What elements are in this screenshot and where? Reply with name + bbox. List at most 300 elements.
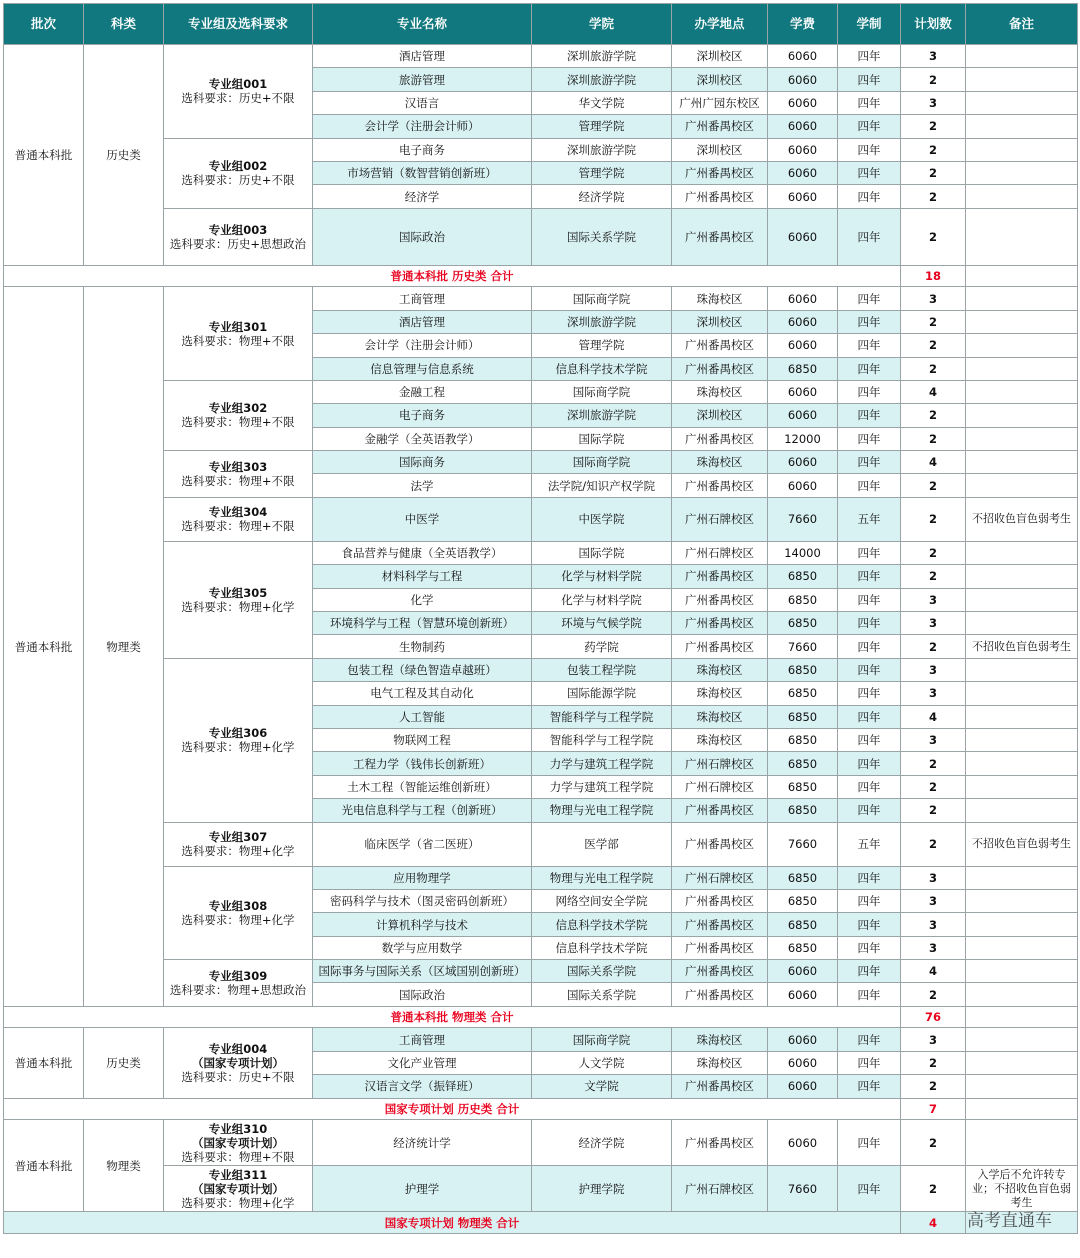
group-cell [164, 866, 313, 960]
total-row [4, 1212, 1078, 1234]
note-cell [966, 936, 1078, 959]
years-cell: 四年 [838, 565, 901, 588]
header-group: 专业组及选科要求 [164, 4, 313, 45]
college-cell: 化学与材料学院 [532, 588, 672, 611]
table-row [4, 541, 1078, 564]
fee-cell: 6060 [768, 451, 838, 474]
major-cell: 电子商务 [313, 138, 532, 161]
college-cell: 网络空间安全学院 [532, 889, 672, 912]
college-cell: 护理学院 [532, 1166, 672, 1212]
years-cell: 五年 [838, 822, 901, 866]
major-cell: 数学与应用数学 [313, 936, 532, 959]
years-cell: 四年 [838, 728, 901, 751]
header-category: 科类 [84, 4, 164, 45]
fee-cell: 6060 [768, 1075, 838, 1098]
college-cell: 国际学院 [532, 427, 672, 450]
group-cell [164, 138, 313, 208]
fee-cell: 6850 [768, 913, 838, 936]
plan-cell: 3 [901, 913, 966, 936]
campus-cell: 广州番禺校区 [672, 427, 768, 450]
college-cell: 深圳旅游学院 [532, 68, 672, 91]
header-fee: 学费 [768, 4, 838, 45]
note-cell [966, 115, 1078, 138]
group-name: 专业组303 [208, 459, 268, 474]
campus-cell: 广州番禺校区 [672, 960, 768, 983]
major-cell: 法学 [313, 474, 532, 497]
batch-cell: 普通本科批 [4, 45, 84, 266]
years-cell: 四年 [838, 635, 901, 658]
plan-cell: 2 [901, 208, 966, 265]
group-requirement: 选科要求：物理+不限 [181, 415, 295, 430]
fee-cell: 6850 [768, 588, 838, 611]
major-cell: 会计学（注册会计师） [313, 115, 532, 138]
years-cell: 四年 [838, 91, 901, 114]
campus-cell: 珠海校区 [672, 380, 768, 403]
plan-cell: 3 [901, 866, 966, 889]
years-cell: 四年 [838, 185, 901, 208]
plan-cell: 3 [901, 588, 966, 611]
major-cell: 中医学 [313, 497, 532, 541]
fee-cell: 6060 [768, 474, 838, 497]
group-requirement: 选科要求：历史+不限 [181, 91, 295, 106]
plan-cell: 2 [901, 541, 966, 564]
plan-cell: 2 [901, 752, 966, 775]
note-cell [966, 1075, 1078, 1098]
college-cell: 药学院 [532, 635, 672, 658]
years-cell: 四年 [838, 334, 901, 357]
note-cell [966, 474, 1078, 497]
fee-cell: 6850 [768, 889, 838, 912]
college-cell: 国际学院 [532, 541, 672, 564]
campus-cell: 珠海校区 [672, 705, 768, 728]
years-cell: 四年 [838, 936, 901, 959]
header-note: 备注 [966, 4, 1078, 45]
table-row [4, 380, 1078, 403]
major-cell: 国际商务 [313, 451, 532, 474]
major-cell: 光电信息科学与工程（创新班） [313, 799, 532, 822]
table-row [4, 658, 1078, 681]
batch-cell: 普通本科批 [4, 1028, 84, 1098]
group-requirement: 选科要求：历史+思想政治 [169, 236, 307, 251]
note-cell [966, 161, 1078, 184]
major-cell: 汉语言 [313, 91, 532, 114]
campus-cell: 广州番禺校区 [672, 357, 768, 380]
group-cell [164, 208, 313, 265]
note-cell [966, 287, 1078, 310]
note-cell [966, 588, 1078, 611]
note-cell [966, 866, 1078, 889]
total-row [4, 1006, 1078, 1028]
major-cell: 市场营销（数智营销创新班） [313, 161, 532, 184]
college-cell: 化学与材料学院 [532, 565, 672, 588]
years-cell: 四年 [838, 889, 901, 912]
group-cell [164, 541, 313, 658]
group-subtitle: （国家专项计划） [192, 1181, 284, 1196]
group-name: 专业组002 [208, 159, 268, 174]
major-cell: 工商管理 [313, 287, 532, 310]
campus-cell: 深圳校区 [672, 45, 768, 68]
major-cell: 电子商务 [313, 404, 532, 427]
fee-cell: 6060 [768, 983, 838, 1006]
plan-cell: 2 [901, 161, 966, 184]
major-cell: 应用物理学 [313, 866, 532, 889]
note-cell [966, 310, 1078, 333]
major-cell: 汉语言文学（振铎班） [313, 1075, 532, 1098]
college-cell: 深圳旅游学院 [532, 138, 672, 161]
plan-cell: 3 [901, 728, 966, 751]
fee-cell: 6060 [768, 380, 838, 403]
years-cell: 四年 [838, 913, 901, 936]
plan-cell: 2 [901, 635, 966, 658]
note-cell [966, 752, 1078, 775]
college-cell: 管理学院 [532, 115, 672, 138]
fee-cell: 6060 [768, 404, 838, 427]
group-cell [164, 45, 313, 139]
college-cell: 国际商学院 [532, 287, 672, 310]
group-name: 专业组304 [208, 505, 268, 520]
fee-cell: 14000 [768, 541, 838, 564]
group-requirement: 选科要求：物理+化学 [181, 599, 295, 614]
campus-cell: 广州番禺校区 [672, 983, 768, 1006]
campus-cell: 深圳校区 [672, 68, 768, 91]
college-cell: 管理学院 [532, 161, 672, 184]
total-value: 4 [901, 1212, 966, 1234]
campus-cell: 广州石牌校区 [672, 1166, 768, 1212]
batch-cell: 普通本科批 [4, 287, 84, 1007]
header-years: 学制 [838, 4, 901, 45]
table-row [4, 1166, 1078, 1212]
major-cell: 金融工程 [313, 380, 532, 403]
college-cell: 环境与气候学院 [532, 612, 672, 635]
fee-cell: 6060 [768, 287, 838, 310]
header-plan: 计划数 [901, 4, 966, 45]
plan-cell: 2 [901, 404, 966, 427]
plan-cell: 2 [901, 474, 966, 497]
group-cell [164, 658, 313, 822]
fee-cell: 7660 [768, 822, 838, 866]
note-cell: 不招收色盲色弱考生 [966, 635, 1078, 658]
note-cell [966, 775, 1078, 798]
college-cell: 国际商学院 [532, 1028, 672, 1051]
total-value: 76 [901, 1006, 966, 1028]
fee-cell: 6850 [768, 728, 838, 751]
campus-cell: 广州石牌校区 [672, 497, 768, 541]
fee-cell: 6850 [768, 775, 838, 798]
campus-cell: 广州石牌校区 [672, 541, 768, 564]
major-cell: 环境科学与工程（智慧环境创新班） [313, 612, 532, 635]
group-cell [164, 380, 313, 450]
note-cell [966, 1051, 1078, 1074]
plan-cell: 3 [901, 936, 966, 959]
major-cell: 电气工程及其自动化 [313, 682, 532, 705]
campus-cell: 广州番禺校区 [672, 936, 768, 959]
fee-cell: 7660 [768, 635, 838, 658]
college-cell: 华文学院 [532, 91, 672, 114]
group-subtitle: （国家专项计划） [192, 1135, 284, 1150]
header-major: 专业名称 [313, 4, 532, 45]
total-label: 国家专项计划 历史类 合计 [4, 1098, 901, 1120]
plan-cell: 2 [901, 983, 966, 1006]
note-cell [966, 889, 1078, 912]
campus-cell: 广州番禺校区 [672, 913, 768, 936]
fee-cell: 6850 [768, 658, 838, 681]
group-cell [164, 451, 313, 498]
note-cell [966, 451, 1078, 474]
note-cell [966, 208, 1078, 265]
college-cell: 包装工程学院 [532, 658, 672, 681]
plan-cell: 3 [901, 658, 966, 681]
category-cell: 历史类 [84, 45, 164, 266]
major-cell: 酒店管理 [313, 310, 532, 333]
group-requirement: 选科要求：历史+不限 [181, 1070, 295, 1085]
plan-cell: 2 [901, 68, 966, 91]
major-cell: 计算机科学与技术 [313, 913, 532, 936]
plan-cell: 2 [901, 799, 966, 822]
major-cell: 国际事务与国际关系（区域国别创新班） [313, 960, 532, 983]
years-cell: 四年 [838, 208, 901, 265]
campus-cell: 珠海校区 [672, 728, 768, 751]
years-cell: 四年 [838, 541, 901, 564]
college-cell: 物理与光电工程学院 [532, 866, 672, 889]
plan-cell: 4 [901, 380, 966, 403]
total-value: 18 [901, 265, 966, 287]
plan-cell: 2 [901, 357, 966, 380]
fee-cell: 6850 [768, 799, 838, 822]
group-cell [164, 1028, 313, 1098]
campus-cell: 珠海校区 [672, 658, 768, 681]
group-cell [164, 1166, 313, 1212]
years-cell: 四年 [838, 380, 901, 403]
group-requirement: 选科要求：物理+不限 [181, 333, 295, 348]
fee-cell: 6060 [768, 208, 838, 265]
header-college: 学院 [532, 4, 672, 45]
group-name: 专业组003 [208, 222, 268, 237]
major-cell: 酒店管理 [313, 45, 532, 68]
header-row [4, 4, 1078, 45]
college-cell: 物理与光电工程学院 [532, 799, 672, 822]
campus-cell: 深圳校区 [672, 310, 768, 333]
plan-cell: 2 [901, 822, 966, 866]
college-cell: 深圳旅游学院 [532, 310, 672, 333]
years-cell: 四年 [838, 866, 901, 889]
campus-cell: 珠海校区 [672, 1028, 768, 1051]
note-cell: 入学后不允许转专业；不招收色盲色弱考生 [966, 1166, 1078, 1212]
college-cell: 国际关系学院 [532, 983, 672, 1006]
total-label: 国家专项计划 物理类 合计 [4, 1212, 901, 1234]
group-requirement: 选科要求：物理+化学 [181, 1195, 295, 1210]
major-cell: 经济统计学 [313, 1120, 532, 1166]
college-cell: 经济学院 [532, 185, 672, 208]
major-cell: 土木工程（智能运维创新班） [313, 775, 532, 798]
years-cell: 四年 [838, 474, 901, 497]
college-cell: 文学院 [532, 1075, 672, 1098]
plan-cell: 2 [901, 138, 966, 161]
note-cell [966, 913, 1078, 936]
campus-cell: 广州番禺校区 [672, 635, 768, 658]
plan-cell: 2 [901, 1120, 966, 1166]
major-cell: 经济学 [313, 185, 532, 208]
plan-cell: 4 [901, 705, 966, 728]
campus-cell: 广州番禺校区 [672, 185, 768, 208]
major-cell: 食品营养与健康（全英语教学） [313, 541, 532, 564]
total-row [4, 265, 1078, 287]
college-cell: 国际能源学院 [532, 682, 672, 705]
note-cell [966, 427, 1078, 450]
table-row [4, 497, 1078, 541]
plan-cell: 2 [901, 1166, 966, 1212]
campus-cell: 广州石牌校区 [672, 752, 768, 775]
group-requirement: 选科要求：物理+思想政治 [169, 982, 307, 997]
plan-cell: 2 [901, 565, 966, 588]
years-cell: 四年 [838, 115, 901, 138]
fee-cell: 6060 [768, 1051, 838, 1074]
college-cell: 深圳旅游学院 [532, 45, 672, 68]
note-cell [966, 45, 1078, 68]
years-cell: 四年 [838, 658, 901, 681]
years-cell: 四年 [838, 1075, 901, 1098]
campus-cell: 广州石牌校区 [672, 775, 768, 798]
years-cell: 四年 [838, 682, 901, 705]
note-cell: 不招收色盲色弱考生 [966, 822, 1078, 866]
major-cell: 化学 [313, 588, 532, 611]
note-cell [966, 1028, 1078, 1051]
years-cell: 四年 [838, 357, 901, 380]
group-cell [164, 960, 313, 1007]
watermark-text: 高考直通车 [967, 1211, 1052, 1231]
years-cell: 四年 [838, 287, 901, 310]
years-cell: 四年 [838, 612, 901, 635]
plan-cell: 2 [901, 115, 966, 138]
group-cell [164, 1120, 313, 1166]
group-cell [164, 497, 313, 541]
years-cell: 四年 [838, 45, 901, 68]
group-name: 专业组306 [208, 726, 268, 741]
group-requirement: 选科要求：历史+不限 [181, 173, 295, 188]
years-cell: 四年 [838, 451, 901, 474]
campus-cell: 珠海校区 [672, 1051, 768, 1074]
major-cell: 包装工程（绿色智造卓越班） [313, 658, 532, 681]
group-cell [164, 822, 313, 866]
years-cell: 四年 [838, 427, 901, 450]
major-cell: 人工智能 [313, 705, 532, 728]
header-campus: 办学地点 [672, 4, 768, 45]
group-name: 专业组308 [208, 898, 268, 913]
fee-cell: 6850 [768, 752, 838, 775]
table-body [4, 45, 1078, 1234]
fee-cell: 6850 [768, 705, 838, 728]
note-cell [966, 1120, 1078, 1166]
note-cell [966, 541, 1078, 564]
campus-cell: 广州番禺校区 [672, 1075, 768, 1098]
campus-cell: 广州番禺校区 [672, 822, 768, 866]
college-cell: 国际关系学院 [532, 960, 672, 983]
category-cell: 物理类 [84, 287, 164, 1007]
fee-cell: 12000 [768, 427, 838, 450]
plan-cell: 3 [901, 682, 966, 705]
plan-cell: 4 [901, 451, 966, 474]
note-cell [966, 960, 1078, 983]
plan-cell: 3 [901, 612, 966, 635]
fee-cell: 6060 [768, 1028, 838, 1051]
years-cell: 四年 [838, 1120, 901, 1166]
major-cell: 国际政治 [313, 208, 532, 265]
group-name: 专业组004 [208, 1042, 268, 1057]
group-requirement: 选科要求：物理+化学 [181, 740, 295, 755]
college-cell: 信息科学技术学院 [532, 913, 672, 936]
group-requirement: 选科要求：物理+不限 [181, 519, 295, 534]
category-cell: 物理类 [84, 1120, 164, 1212]
campus-cell: 广州番禺校区 [672, 889, 768, 912]
campus-cell: 广州番禺校区 [672, 208, 768, 265]
group-name: 专业组310 [208, 1121, 268, 1136]
note-cell [966, 565, 1078, 588]
table-row [4, 451, 1078, 474]
fee-cell: 6060 [768, 115, 838, 138]
group-name: 专业组001 [208, 77, 268, 92]
years-cell: 四年 [838, 983, 901, 1006]
major-cell: 国际政治 [313, 983, 532, 1006]
college-cell: 中医学院 [532, 497, 672, 541]
note-cell [966, 334, 1078, 357]
campus-cell: 广州番禺校区 [672, 1120, 768, 1166]
major-cell: 护理学 [313, 1166, 532, 1212]
college-cell: 力学与建筑工程学院 [532, 752, 672, 775]
fee-cell: 6060 [768, 161, 838, 184]
years-cell: 四年 [838, 775, 901, 798]
group-requirement: 选科要求：物理+不限 [181, 473, 295, 488]
table-row [4, 208, 1078, 265]
college-cell: 国际商学院 [532, 451, 672, 474]
group-name: 专业组302 [208, 401, 268, 416]
note-cell [966, 91, 1078, 114]
group-name: 专业组307 [208, 830, 268, 845]
group-requirement: 选科要求：物理+化学 [181, 912, 295, 927]
fee-cell: 6060 [768, 91, 838, 114]
fee-cell: 6060 [768, 1120, 838, 1166]
table-row [4, 1028, 1078, 1051]
college-cell: 经济学院 [532, 1120, 672, 1166]
major-cell: 物联网工程 [313, 728, 532, 751]
major-cell: 会计学（注册会计师） [313, 334, 532, 357]
group-cell [164, 287, 313, 381]
campus-cell: 深圳校区 [672, 404, 768, 427]
college-cell: 管理学院 [532, 334, 672, 357]
college-cell: 智能科学与工程学院 [532, 728, 672, 751]
campus-cell: 珠海校区 [672, 287, 768, 310]
note-cell [966, 682, 1078, 705]
college-cell: 力学与建筑工程学院 [532, 775, 672, 798]
plan-cell: 2 [901, 1075, 966, 1098]
fee-cell: 6850 [768, 565, 838, 588]
group-requirement: 选科要求：物理+化学 [181, 844, 295, 859]
campus-cell: 广州番禺校区 [672, 588, 768, 611]
group-name: 专业组305 [208, 585, 268, 600]
college-cell: 法学院/知识产权学院 [532, 474, 672, 497]
major-cell: 工商管理 [313, 1028, 532, 1051]
category-cell: 历史类 [84, 1028, 164, 1098]
table-row [4, 866, 1078, 889]
plan-cell: 2 [901, 497, 966, 541]
note-cell [966, 404, 1078, 427]
note-cell [966, 68, 1078, 91]
campus-cell: 珠海校区 [672, 451, 768, 474]
table-row [4, 45, 1078, 68]
total-note [966, 265, 1078, 287]
college-cell: 深圳旅游学院 [532, 404, 672, 427]
years-cell: 四年 [838, 310, 901, 333]
major-cell: 金融学（全英语教学） [313, 427, 532, 450]
plan-cell: 2 [901, 334, 966, 357]
